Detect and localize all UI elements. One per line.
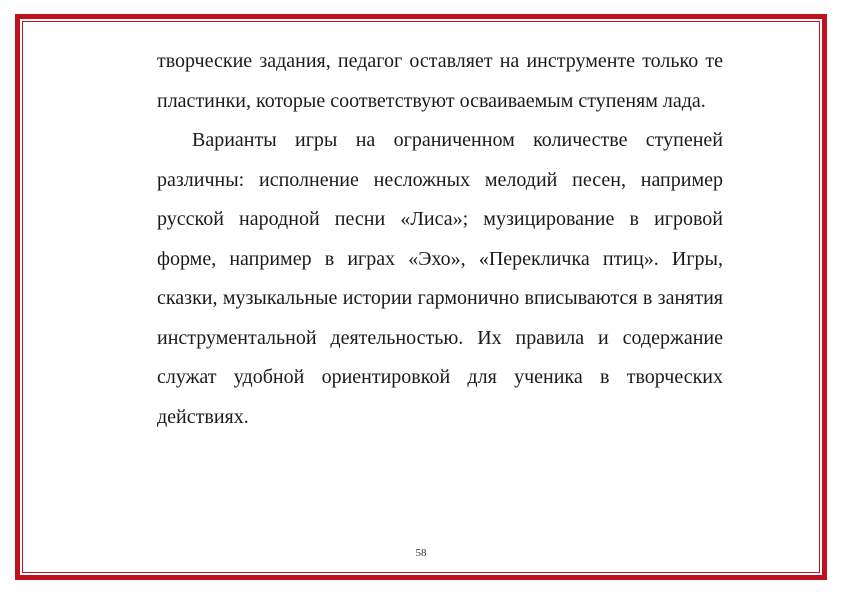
paragraph-continuation: творческие задания, педагог оставляет на инструменте только те пластинки, которые соответствуют осваиваемым ступеням лада.: [157, 50, 723, 112]
body-text: [157, 42, 723, 437]
page-number: 58: [415, 547, 427, 559]
paragraph-game-variants: Варианты игры на ограниченном количестве ступеней различны: исполнение несложных мелодий песен, например русской народной песни «Лиса»; музицирование в игровой форме, например в играх «Эхо», «Перекличка птиц». Игры, сказки, музыкальные истории гармонично вписываются в занятия инструментальной деятельностью. Их правила и содержание служат удобной ориентировкой для ученика в творческих действиях.: [157, 129, 723, 428]
